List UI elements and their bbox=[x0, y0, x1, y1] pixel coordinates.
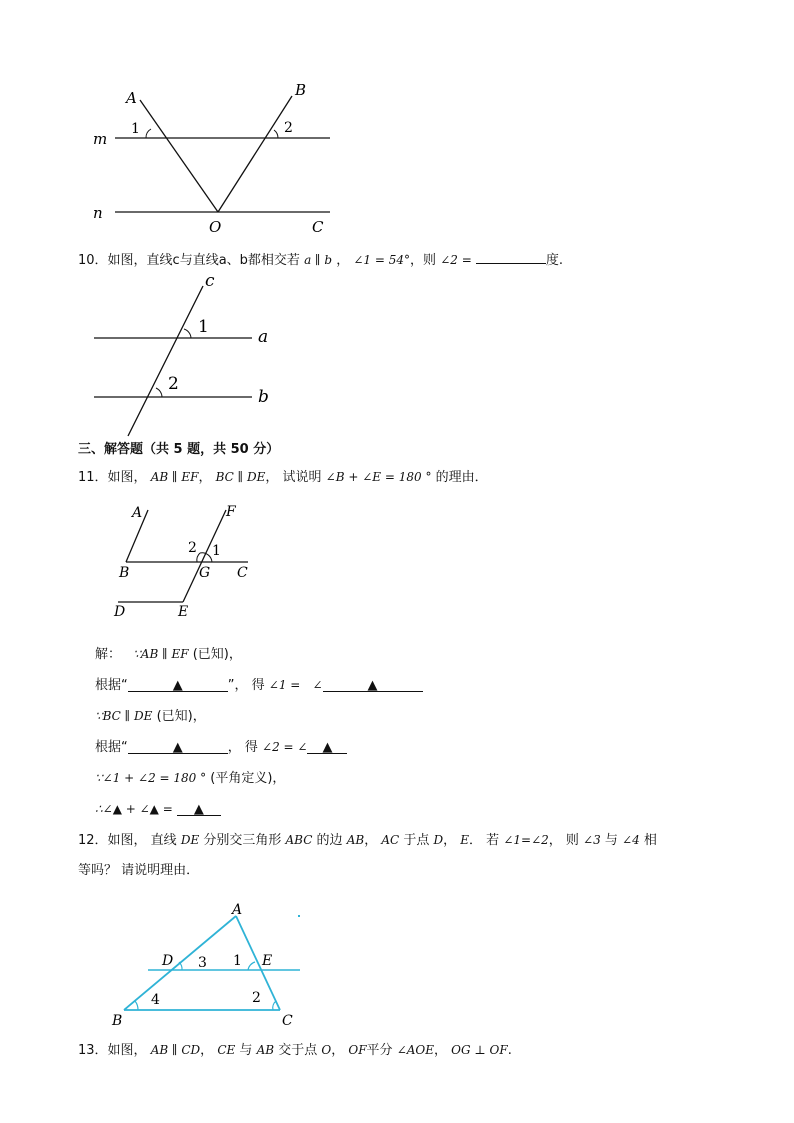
solution-line-4 bbox=[95, 738, 347, 757]
q12-math-e: E bbox=[460, 833, 470, 847]
q13-math-of: OF bbox=[348, 1043, 367, 1057]
label-2: 2 bbox=[284, 120, 293, 136]
q13-math-ce: CE bbox=[217, 1043, 236, 1057]
q11-comma: ， bbox=[198, 470, 212, 485]
label-1: 1 bbox=[212, 543, 221, 559]
solution-math: ∵BC ∥ DE bbox=[95, 709, 153, 723]
solution-math: ∵AB ∥ EF bbox=[133, 647, 189, 661]
label-b: b bbox=[258, 387, 269, 407]
label-m: m bbox=[93, 130, 108, 148]
q12-math-de: DE bbox=[180, 833, 200, 847]
label-A: A bbox=[126, 89, 137, 107]
triangle-marker: ▲ bbox=[172, 678, 183, 693]
label-4: 4 bbox=[151, 992, 160, 1008]
solution-line-6 bbox=[95, 800, 221, 819]
label-B: B bbox=[112, 1013, 123, 1029]
solution-suffix: (平角定义)， bbox=[210, 771, 286, 786]
q12-text: 如图， 直线 bbox=[107, 833, 177, 848]
solution-line-5 bbox=[95, 769, 285, 788]
q13-math-ab: AB bbox=[256, 1043, 275, 1057]
q10-answer-blank[interactable] bbox=[476, 249, 546, 264]
q12-text: 于点 bbox=[403, 833, 430, 848]
q12-text: 的边 bbox=[316, 833, 343, 848]
solution-math: ∴∠▲ + ∠▲ = bbox=[95, 802, 173, 816]
sum-blank[interactable] bbox=[177, 801, 221, 816]
label-C: C bbox=[312, 218, 324, 236]
q13-text: 如图， bbox=[107, 1043, 147, 1058]
angle-blank-2[interactable] bbox=[307, 739, 347, 754]
q12-math-angle3: ∠3 bbox=[583, 833, 601, 847]
label-C: C bbox=[282, 1013, 293, 1029]
label-c: c bbox=[205, 271, 215, 291]
angle-symbol: ∠ bbox=[312, 678, 323, 692]
q12-math-d: D bbox=[433, 833, 444, 847]
solution-suffix: (已知)， bbox=[192, 647, 242, 662]
label-2: 2 bbox=[188, 540, 197, 556]
q12-math-eq: ∠1=∠2 bbox=[503, 833, 549, 847]
figure-angles-mn bbox=[80, 78, 350, 238]
q11-text-c: 的理由． bbox=[435, 470, 488, 485]
solution-math: ∵∠1 + ∠2 = 180 ° bbox=[95, 771, 207, 785]
q12-math-ab: AB bbox=[346, 833, 365, 847]
q10-math-a: a ∥ b bbox=[304, 253, 333, 267]
solution-prefix: 解： bbox=[95, 647, 122, 662]
q12-math-ac: AC bbox=[381, 833, 400, 847]
label-1: 1 bbox=[198, 317, 209, 337]
label-F: F bbox=[226, 504, 236, 520]
figure-q10 bbox=[80, 268, 290, 438]
question-10 bbox=[78, 249, 563, 270]
q11-number: 11． bbox=[78, 470, 108, 485]
question-12-line-1 bbox=[78, 831, 657, 850]
solution-line-2 bbox=[95, 676, 423, 695]
reason-blank-2[interactable] bbox=[128, 739, 228, 754]
label-2: 2 bbox=[168, 374, 179, 394]
solution-line-3 bbox=[95, 707, 206, 726]
q13-comma: ， bbox=[331, 1043, 345, 1058]
q12-text: 分别交三角形 bbox=[203, 833, 282, 848]
label-E: E bbox=[178, 604, 189, 620]
q12-comma: ， bbox=[364, 833, 378, 848]
solution-suffix: (已知)， bbox=[156, 709, 206, 724]
solution-mid: ， 得 bbox=[227, 740, 258, 755]
q11-math-b: BC ∥ DE bbox=[215, 470, 266, 484]
section-3-heading: 三、解答题（共 5 题，共 50 分） bbox=[78, 442, 280, 457]
q11-text-a: 如图， bbox=[107, 470, 147, 485]
label-G: G bbox=[199, 565, 211, 581]
q10-math-c: ∠2 = bbox=[440, 253, 472, 267]
q13-math-og-of: OG ⊥ OF bbox=[451, 1043, 508, 1057]
q13-math-aoe: ∠AOE bbox=[396, 1043, 435, 1057]
q12-number: 12． bbox=[78, 833, 108, 848]
solution-math: ∠2 = ∠ bbox=[262, 740, 308, 754]
figure-q11 bbox=[108, 500, 258, 622]
solution-prefix: 根据“ bbox=[95, 740, 128, 755]
q11-math-c: ∠B + ∠E = 180 ° bbox=[325, 470, 432, 484]
label-D: D bbox=[162, 953, 174, 969]
reason-blank-1[interactable] bbox=[128, 677, 228, 692]
q13-text: 平分 bbox=[366, 1043, 393, 1058]
stray-dot bbox=[298, 915, 300, 917]
figure-q12-triangle bbox=[104, 898, 314, 1033]
q13-math-ab-cd: AB ∥ CD bbox=[150, 1043, 201, 1057]
label-C: C bbox=[237, 565, 248, 581]
q12-text: ． 若 bbox=[469, 833, 500, 848]
triangle-marker: ▲ bbox=[322, 740, 333, 755]
q13-text: 交于点 bbox=[278, 1043, 318, 1058]
q10-text-a: 如图，直线c与直线a、b都相交若 bbox=[107, 253, 300, 268]
label-2: 2 bbox=[252, 990, 261, 1006]
q12-comma: ， bbox=[443, 833, 457, 848]
q10-sep: ， bbox=[336, 253, 350, 268]
label-D: D bbox=[114, 604, 126, 620]
q13-text: 与 bbox=[239, 1043, 253, 1058]
q11-text-b: ， 试说明 bbox=[265, 470, 322, 485]
q12-text: ， 则 bbox=[548, 833, 579, 848]
question-11 bbox=[78, 468, 488, 487]
label-A: A bbox=[232, 902, 243, 918]
q13-comma: ， bbox=[200, 1043, 214, 1058]
q12-math-angle4: ∠4 bbox=[622, 833, 640, 847]
label-3: 3 bbox=[198, 955, 207, 971]
q13-text-end: . bbox=[507, 1043, 512, 1058]
label-B: B bbox=[295, 81, 307, 99]
q13-math-o: O bbox=[321, 1043, 332, 1057]
q10-number: 10． bbox=[78, 253, 108, 268]
q10-text-b: ，则 bbox=[410, 253, 437, 268]
question-12-line-2: 等吗？ 请说明理由． bbox=[78, 863, 200, 878]
triangle-marker: ▲ bbox=[367, 678, 378, 693]
q13-comma: ， bbox=[434, 1043, 448, 1058]
q12-text: 相 bbox=[643, 833, 657, 848]
q10-text-end: 度. bbox=[545, 253, 564, 268]
label-1: 1 bbox=[131, 121, 140, 137]
q11-math-a: AB ∥ EF bbox=[150, 470, 199, 484]
solution-line-1 bbox=[95, 645, 242, 664]
label-1: 1 bbox=[233, 953, 242, 969]
triangle-marker: ▲ bbox=[193, 802, 204, 817]
angle-blank-1[interactable] bbox=[323, 677, 423, 692]
q12-text: 与 bbox=[604, 833, 618, 848]
label-E: E bbox=[262, 953, 273, 969]
question-13 bbox=[78, 1041, 512, 1060]
q10-math-b: ∠1 = 54° bbox=[353, 253, 411, 267]
q12-math-abc: ABC bbox=[285, 833, 313, 847]
label-a: a bbox=[258, 327, 269, 347]
label-B: B bbox=[119, 565, 130, 581]
q13-number: 13． bbox=[78, 1043, 108, 1058]
solution-mid: ”， 得 bbox=[227, 678, 265, 693]
label-A: A bbox=[132, 505, 143, 521]
solution-math: ∠1 = bbox=[268, 678, 301, 692]
solution-prefix: 根据“ bbox=[95, 678, 128, 693]
label-O: O bbox=[209, 218, 222, 236]
triangle-marker: ▲ bbox=[172, 740, 183, 755]
label-n: n bbox=[93, 204, 103, 222]
